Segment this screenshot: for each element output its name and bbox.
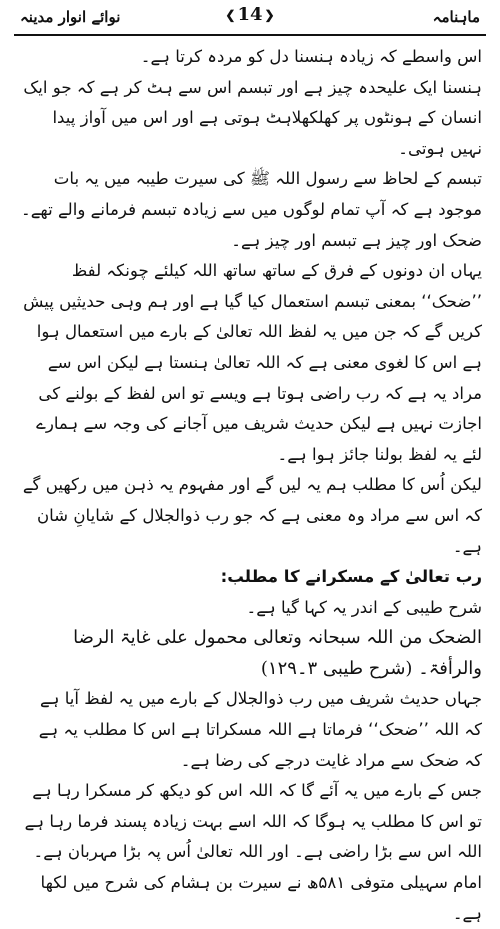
header-divider	[14, 34, 486, 36]
section-heading: رب تعالیٰ کے مسکرانے کا مطلب:	[220, 567, 482, 587]
paragraph: جہاں حدیث شریف میں رب ذوالجلال کے بارے میں یہ لفظ آیا ہے کہ اللہ ’’ضحک‘‘ فرماتا ہے اللہ مسکراتا ہے اس کا مطلب یہ ہے کہ ضحک سے مراد غایت درجے کی رضا ہے۔	[38, 689, 482, 770]
paragraph: امام سہیلی متوفی ۵۸۱ھ نے سیرت بن ہشام کی شرح میں لکھا ہے۔	[40, 873, 482, 923]
paragraph: یہاں ان دونوں کے فرق کے ساتھ ساتھ اللہ کیلئے چونکہ لفظ ’’ضحک‘‘ بمعنی تبسم استعمال کیا گیا ہے اور ہم وہی حدیثیں پیش کریں گے کہ جن میں یہ لفظ اللہ تعالیٰ کے بارے میں استعمال ہوا ہے اس کا لغوی معنی ہے کہ اللہ تعالیٰ ہنستا ہے لیکن اس سے مراد یہ ہے کہ رب راضی ہوتا ہے ویسے تو اس لفظ کے بولنے کی اجازت نہیں ہے لیکن حدیث شریف میں آجانے کی وجہ سے ہمارے لئے یہ لفظ بولنا جائز ہوا ہے۔	[23, 261, 482, 464]
paragraph: ہنسنا ایک علیحدہ چیز ہے اور تبسم اس سے ہٹ کر ہے کہ جو ایک انسان کے ہونٹوں پر کھلکھلاہٹ ہوتی ہے اور اس میں آواز پیدا نہیں ہوتی۔	[23, 77, 482, 158]
paragraph: شرح طیبی کے اندر یہ کہا گیا ہے۔	[246, 597, 482, 617]
article-body	[12, 42, 488, 929]
ornament-icon: ❮	[264, 7, 275, 22]
paragraph: اس واسطے کہ زیادہ ہنسنا دل کو مردہ کرتا ہے۔	[140, 47, 482, 66]
page-header	[12, 0, 488, 34]
paragraph: تبسم کے لحاظ سے رسول اللہ ﷺ کی سیرت طیبہ میں یہ بات موجود ہے کہ آپ تمام لوگوں میں سے زیادہ تبسم فرمانے والے تھے۔ ضحک اور چیز ہے تبسم اور چیز ہے۔	[20, 169, 482, 250]
citation: (شرح طیبی ۳۔۱۲۹)	[260, 657, 413, 679]
magazine-name: نوائے انوار مدینہ	[20, 8, 121, 26]
paragraph: لیکن اُس کا مطلب ہم یہ لیں گے اور مفہوم یہ ذہن میں رکھیں گے کہ اس سے مراد وہ معنی ہے کہ جو رب ذوالجلال کے شایانِ شان ہے۔	[22, 475, 482, 556]
page-number	[225, 4, 274, 25]
page-number-value: 14	[237, 4, 263, 25]
arabic-quote	[18, 623, 482, 684]
magazine-title: ماہنامہ	[432, 8, 480, 26]
paragraph: جس کے بارے میں یہ آئے گا کہ اللہ اس کو دیکھ کر مسکرا رہا ہے تو اس کا مطلب یہ ہوگا کہ اللہ اسے بہت زیادہ پسند فرما رہا ہے اللہ اس سے بڑا راضی ہے۔ اور اللہ تعالیٰ اُس پہ بڑا مہربان ہے۔	[24, 781, 482, 862]
arabic-text: الضحک من اللہ سبحانہ وتعالی محمول علی غایۃ الرضا والرأفۃ۔	[73, 627, 482, 679]
ornament-icon: ❯	[225, 7, 236, 22]
